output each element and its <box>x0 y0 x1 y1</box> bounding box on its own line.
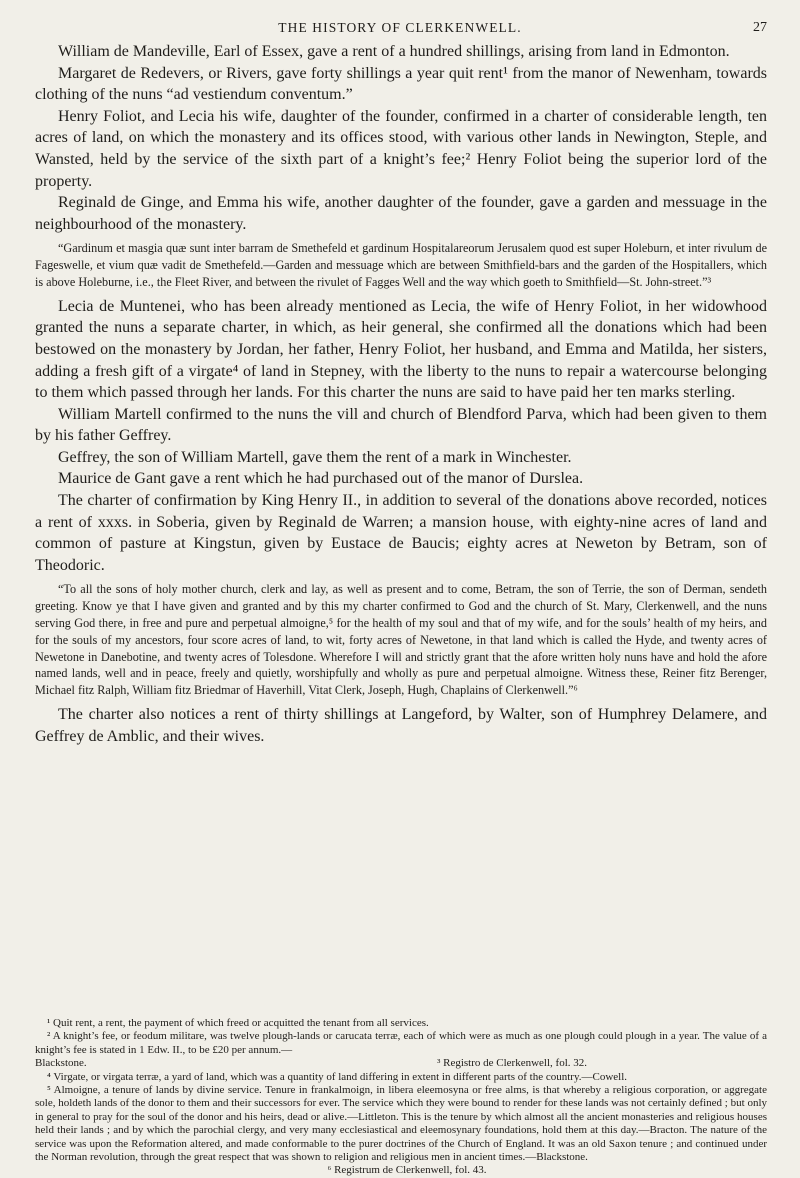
paragraph-mandeville: William de Mandeville, Earl of Essex, gave a rent of a hundred shillings, arising from land in Edmonton. <box>58 43 730 60</box>
page-number: 27 <box>753 20 767 35</box>
paragraph-martell: William Martell confirmed to the nuns the vill and church of Blendford Parva, which had been given to them by his father Geffrey. <box>35 405 767 445</box>
footnote-2-source: Blackstone. <box>35 1057 87 1070</box>
paragraph-muntenei: Lecia de Muntenei, who has been already mentioned as Lecia, the wife of Henry Foliot, in her widowhood granted the nuns a separate charter, in which, as heir general, she confirmed all the donations which had been bestowed on the monastery by Jordan, her father, Henry Foliot, her husband, and Emma and Matilda, her sisters, adding a fresh gift of a virgate⁴ of land in Stepney, with the liberty to the nuns to repair a watercourse belonging to them which passed through her lands. For this charter the nuns are said to have paid her ten marks sterling. <box>35 297 767 402</box>
running-title: THE HISTORY OF CLERKENWELL. <box>278 20 522 35</box>
footnotes <box>35 1017 767 1178</box>
footnote-row <box>35 1057 767 1070</box>
footnote-6: ⁶ Registrum de Clerkenwell, fol. 43. <box>327 1164 487 1177</box>
footnote-2-text: ² A knight’s fee, or feodum militare, was twelve plough-lands or carucata terræ, each of which were as much as one plough could plough in a year. The value of a knight’s fee is stated in 1 Edw. II., to be £20 per annum.— <box>35 1030 767 1056</box>
quotation-gardinum: “Gardinum et masgia quæ sunt inter barram de Smethefeld et gardinum Hospitalareorum Jerusalem quod est super Holeburn, et inter rivulum de Fageswelle, et vium quæ vadit de Smethefeld.—Garden and messuage which are between Smithfield-bars and the garden of the Hospitallers, which is above Holeburne, i.e., the Fleet River, and between the rivulet of Fagges Well and the way which goeth to Smithfield—St. John-street.”³ <box>35 241 767 289</box>
paragraph-ginge: Reginald de Ginge, and Emma his wife, another daughter of the founder, gave a garden and messuage in the neighbourhood of the monastery. <box>35 194 767 233</box>
footnote-3: ³ Registro de Clerkenwell, fol. 32. <box>437 1057 587 1070</box>
footnote-5: ⁵ Almoigne, a tenure of lands by divine service. Tenure in frankalmoign, in libera eleemosyna or free alms, is that whereby a religious corporation, or aggregate sole, holdeth lands of the donor to them and their successors for ever. The service which they were bound to render for these lands was not certainly defined ; but only in general to pray for the soul of the donor and his heirs, dead or alive.—Littleton. This is the tenure by which almost all the ancient monasteries and religious houses held their lands ; and by which the parochial clergy, and very many ecclesiastical and eleemosynary foundations, hold them at this day.—Bracton. The nature of the service was upon the Reformation altered, and made conformable to the purer doctrines of the Church of England. It was an old Saxon tenure ; and continued under the Norman revolution, through the great respect that was shown to religion and religious men in ancient times.—Blackstone. <box>35 1084 767 1164</box>
main-text <box>35 41 767 747</box>
footnote-2 <box>35 1030 767 1057</box>
quotation-betram-charter: “To all the sons of holy mother church, clerk and lay, as well as present and to come, Betram, the son of Terrie, the son of Derman, sendeth greeting. Know ye that I have given and granted and by this my charter confirmed to God and the church of St. Mary, Clerkenwell, and the nuns serving God there, in free and pure and perpetual almoigne,⁵ for the health of my soul and that of my wife, and for the souls’ health of my heirs, and for the souls of my ancestors, four score acres of land, to wit, forty acres of Newetone, in that land which is called the Hyde, and twenty acres of Newetone in Danebotine, and twenty acres of Tolesdone. Wherefore I will and strictly grant that the afore written holy nuns have and hold the afore named lands, well and in peace, freely and quietly, worshipfully and wholly as pure and perpetual almoigne. Witness these, Reiner fitz Berenger, Michael fitz Ralph, William fitz Briedmar of Haverhill, Vitat Clerk, Joseph, Hugh, Chaplains of Clerkenwell.”⁶ <box>35 582 767 698</box>
paragraph-redevers: Margaret de Redevers, or Rivers, gave forty shillings a year quit rent¹ from the manor of Newenham, towards clothing of the nuns “ad vestiendum conventum.” <box>35 64 767 104</box>
paragraph-foliot: Henry Foliot, and Lecia his wife, daughter of the founder, confirmed in a charter of considerable length, ten acres of land, on which the monastery and its offices stood, with various other lands in Newington, Steple, and Wansted, held by the service of the sixth part of a knight’s fee;² Henry Foliot being the superior lord of the property. <box>35 107 767 190</box>
footnote-1: ¹ Quit rent, a rent, the payment of which freed or acquitted the tenant from all services. <box>47 1017 429 1029</box>
footnote-4: ⁴ Virgate, or virgata terræ, a yard of land, which was a quantity of land differing in extent in different parts of the country.—Cowell. <box>47 1070 628 1083</box>
paragraph-langeford: The charter also notices a rent of thirty shillings at Langeford, by Walter, son of Humphrey Delamere, and Geffrey de Amblic, and their wives. <box>35 706 767 745</box>
paragraph-gant: Maurice de Gant gave a rent which he had purchased out of the manor of Durslea. <box>58 470 584 488</box>
paragraph-geffrey: Geffrey, the son of William Martell, gave them the rent of a mark in Winchester. <box>58 448 572 466</box>
running-header <box>0 20 800 38</box>
paragraph-confirmation: The charter of confirmation by King Henry II., in addition to several of the donations above recorded, notices a rent of xxxs. in Soberia, given by Reginald de Warren; a mansion house, with eighty-nine acres of land and common of pasture at Kingstun, given by Eustace de Baucis; eighty acres at Neweton by Betram, son of Theodoric. <box>35 492 767 574</box>
